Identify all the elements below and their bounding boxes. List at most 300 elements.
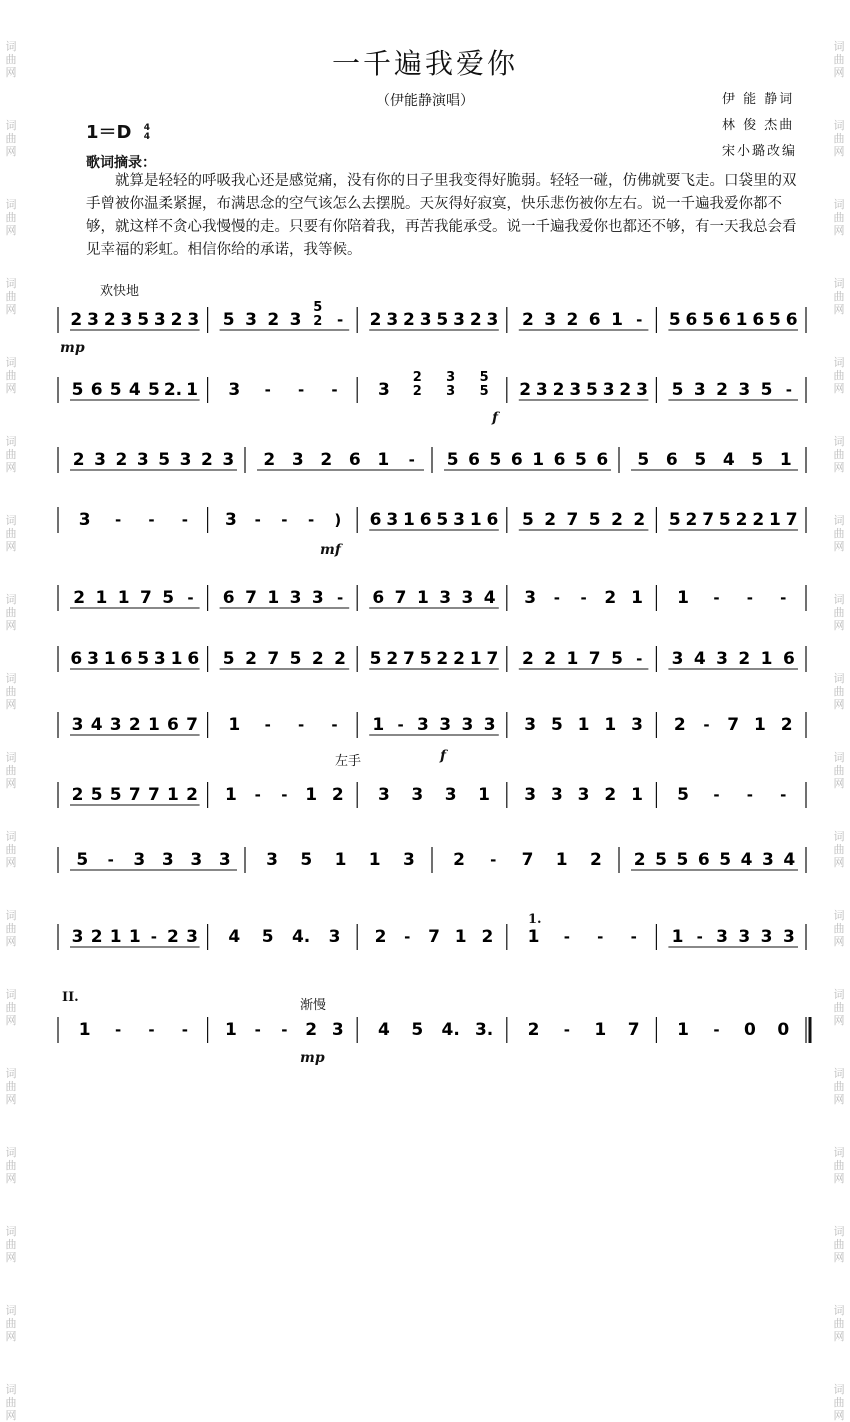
note: - (281, 511, 288, 529)
note: 1 (566, 649, 579, 669)
performer-note: （伊能静演唱） (376, 93, 474, 109)
note: ) (334, 511, 342, 529)
note: 7 (140, 588, 152, 608)
note: 6 (553, 450, 566, 470)
note: - (580, 589, 587, 607)
note: 6 (120, 649, 133, 669)
note: 3 (524, 588, 537, 608)
note: 2 (267, 310, 280, 330)
note: - (297, 381, 305, 399)
note: 2 (90, 927, 103, 947)
watermark-text: 词 曲 网 (833, 830, 845, 869)
note: 3 (377, 380, 390, 400)
note: 3 (453, 310, 465, 330)
note: 2 (469, 310, 482, 330)
note: 4 (783, 850, 796, 870)
watermark-text: 词 曲 网 (5, 435, 17, 474)
note: 2 (70, 310, 83, 330)
note: 5 (158, 450, 171, 470)
note: 3 (377, 785, 390, 805)
note: - (397, 716, 404, 734)
watermark-text: 词 曲 网 (833, 909, 845, 948)
note: 6 (752, 310, 765, 330)
note: 1 (78, 1020, 91, 1040)
note: 1 (677, 1020, 690, 1040)
note: 1 (594, 1020, 607, 1040)
note: - (254, 511, 261, 529)
note: 5 (300, 850, 313, 870)
note: 1 (779, 450, 792, 470)
note: - (597, 928, 604, 946)
note: 7 (627, 1020, 640, 1040)
note: 2 (780, 715, 793, 735)
note: - (563, 1021, 571, 1039)
note: 1 (167, 785, 179, 805)
note: - (331, 716, 338, 734)
lyrics-heading: 歌词摘录： (86, 155, 156, 171)
note: 3 (136, 450, 149, 470)
note: 3 (544, 310, 557, 330)
note: 3 (228, 380, 241, 400)
note: 3 (328, 927, 341, 947)
note: 3 (439, 715, 452, 735)
dynamic-f: f (492, 410, 499, 426)
note: 3 (524, 715, 537, 735)
watermark-text: 词 曲 网 (5, 830, 17, 869)
note: 3 (550, 785, 563, 805)
note: 3 (190, 850, 203, 870)
watermark-text: 词 曲 网 (833, 119, 845, 158)
note: 6 (665, 450, 678, 470)
note: 5 (90, 785, 103, 805)
note: 3 (245, 310, 257, 330)
note: 3 (225, 510, 237, 530)
note: 3 (291, 450, 304, 470)
note: 1 (753, 715, 766, 735)
note: 2 (633, 510, 646, 530)
note: 5 (369, 649, 382, 669)
watermark-text: 词 曲 网 (5, 356, 17, 395)
volta-first-ending: 1. (528, 912, 542, 927)
chord-note: 3 (446, 384, 456, 399)
watermark-text: 词 曲 网 (5, 1383, 17, 1422)
note: - (114, 1021, 122, 1039)
note: 2 (167, 927, 179, 947)
chord-note: 5 (313, 300, 323, 315)
watermark-text: 词 曲 网 (833, 1383, 845, 1422)
note: - (746, 786, 754, 804)
note: 4 (377, 1020, 390, 1040)
watermark-text: 词 曲 网 (5, 198, 17, 237)
note: 3 (524, 785, 537, 805)
note: - (336, 311, 344, 329)
watermark-text: 词 曲 网 (5, 514, 17, 553)
note: 3 (461, 588, 474, 608)
note: 3 (738, 380, 751, 400)
note: 2 (481, 927, 494, 947)
note: 5 (550, 715, 563, 735)
note: - (713, 1021, 720, 1039)
note: 7 (403, 649, 415, 669)
lyrics-text: 就算是轻轻的呼吸我心还是感觉痛，没有你的日子里我变得好脆弱。轻轻一碰，仿佛就要飞走。口袋里的双手曾被你温柔紧握，布满思念的空气该怎么去摆脱。天灰得好寂寞，快乐悲伤被你左右。说一千遍我爱你都不够，就这样不贪心我慢慢的走。只要有你陪着我，再苦我能承受。说一千遍我爱你也都还不够，有一天我总会看见幸福的彩虹。相信你给的承诺，我等候。 (86, 173, 797, 258)
note: 6 (167, 715, 179, 735)
note: 7 (186, 715, 198, 735)
note: 5 (222, 649, 235, 669)
watermark-text: 词 曲 网 (833, 988, 845, 1027)
note: 5 (76, 850, 89, 870)
note: 5 (261, 927, 274, 947)
note: 3 (411, 785, 424, 805)
note: 1 (103, 649, 116, 669)
note: 1 (334, 850, 347, 870)
note: 3 (109, 715, 122, 735)
note: - (281, 1021, 288, 1039)
note: 4 (128, 380, 141, 400)
note: 7 (428, 927, 440, 947)
note: 1 (527, 927, 540, 947)
note: 6 (782, 649, 795, 669)
note: - (713, 786, 720, 804)
watermark-text: 词 曲 网 (833, 672, 845, 711)
note: 2 (604, 785, 617, 805)
note: 3 (153, 310, 166, 330)
note: 6 (419, 510, 432, 530)
note: 3 (671, 649, 684, 669)
note: 5 (436, 510, 449, 530)
note: 3. (474, 1020, 494, 1040)
note: 7 (702, 510, 715, 530)
note: 1 (170, 649, 183, 669)
note: - (107, 851, 114, 869)
note: 2 (201, 450, 213, 470)
note: 2 (519, 380, 532, 400)
note: 2 (611, 510, 623, 530)
note: 4 (228, 927, 241, 947)
watermark-text: 词 曲 网 (833, 593, 845, 632)
note: 1 (555, 850, 568, 870)
note: 0 (743, 1020, 756, 1040)
note: 1 (228, 715, 241, 735)
note: 2. (163, 380, 183, 400)
watermark-text: 词 曲 网 (833, 1225, 845, 1264)
note: 7 (566, 510, 579, 530)
note: 5 (655, 850, 667, 870)
note: - (713, 589, 720, 607)
note: 3 (153, 649, 166, 669)
note: 3 (602, 380, 615, 400)
note: 3 (311, 588, 324, 608)
note: 6 (468, 450, 480, 470)
note: 5 (575, 450, 587, 470)
note: - (254, 786, 261, 804)
note: 6 (588, 310, 601, 330)
note: 2 (522, 649, 534, 669)
composer-credit: 林 俊 杰曲 (722, 118, 795, 133)
note: 7 (486, 649, 499, 669)
watermark-text: 词 曲 网 (833, 1067, 845, 1106)
note: 1 (109, 927, 122, 947)
watermark-text: 词 曲 网 (833, 435, 845, 474)
watermark-text: 词 曲 网 (833, 40, 845, 79)
note: 2 (72, 450, 85, 470)
watermark-text: 词 曲 网 (5, 751, 17, 790)
note: 1 (469, 510, 482, 530)
note: 2 (320, 450, 333, 470)
chord-note: 2 (412, 384, 422, 399)
note: 2 (453, 649, 465, 669)
dynamic-f-2: f (440, 748, 447, 764)
note: 5 (109, 380, 122, 400)
note: 2 (386, 649, 399, 669)
note: 2 (685, 510, 698, 530)
note: 3 (87, 649, 99, 669)
note: 5 (109, 785, 122, 805)
note: 1 (147, 715, 160, 735)
note: 2 (115, 450, 128, 470)
note: 3 (439, 588, 452, 608)
note: - (703, 716, 710, 734)
note: 3 (78, 510, 91, 530)
watermark-text: 词 曲 网 (833, 198, 845, 237)
note: 3 (71, 927, 84, 947)
note: - (148, 511, 155, 529)
note: 5 (676, 850, 689, 870)
note: 7 (394, 588, 407, 608)
note: 3 (693, 380, 706, 400)
watermark-text: 词 曲 网 (5, 909, 17, 948)
dynamic-mf: mf (320, 542, 341, 558)
note: - (308, 511, 315, 529)
note: 5 (718, 510, 731, 530)
note: 6 (90, 380, 103, 400)
note: 1 (225, 1020, 237, 1040)
note: 5 (586, 380, 598, 400)
note: 1 (677, 588, 690, 608)
note: 3 (760, 927, 773, 947)
note: 5 (769, 310, 781, 330)
note: 3 (716, 927, 728, 947)
note: 3 (535, 380, 548, 400)
note: - (780, 589, 787, 607)
watermark-text: 词 曲 网 (833, 277, 845, 316)
note: 7 (147, 785, 160, 805)
note: 2 (735, 510, 748, 530)
note: 2 (305, 1020, 318, 1040)
note: 1 (671, 927, 684, 947)
watermark-text: 词 曲 网 (5, 593, 17, 632)
note: 5 (162, 588, 175, 608)
watermark-text: 词 曲 网 (5, 277, 17, 316)
note: 7 (245, 588, 257, 608)
note: 2 (673, 715, 686, 735)
watermark-text: 词 曲 网 (5, 119, 17, 158)
chord-note: 3 (446, 370, 456, 385)
note: - (553, 589, 560, 607)
note: - (264, 716, 271, 734)
note: 5 (411, 1020, 424, 1040)
note: 5 (588, 510, 601, 530)
note: 6 (70, 649, 83, 669)
note: - (297, 716, 305, 734)
note: 6 (718, 310, 731, 330)
note: - (636, 650, 643, 668)
note: 2 (552, 380, 565, 400)
note: - (563, 928, 571, 946)
note: 3 (222, 450, 235, 470)
note: 5 (668, 510, 681, 530)
note: 5 (147, 380, 160, 400)
note: 3 (569, 380, 582, 400)
note: 5 (137, 310, 150, 330)
note: 2 (369, 310, 382, 330)
note: 3 (218, 850, 231, 870)
note: 4 (722, 450, 735, 470)
note: 3 (331, 1020, 344, 1040)
note: 2 (604, 588, 617, 608)
note: 1 (469, 649, 482, 669)
note: 2 (619, 380, 632, 400)
arranger-credit: 宋小璐改编 (722, 144, 798, 159)
time-signature-top: 4 (143, 123, 151, 133)
chord-note: 5 (479, 370, 489, 385)
note: 5 (489, 450, 502, 470)
watermark-text: 词 曲 网 (5, 672, 17, 711)
lyricist-credit: 伊 能 静词 (722, 92, 795, 107)
note: - (336, 589, 344, 607)
note: - (636, 311, 643, 329)
note: 1 (95, 588, 108, 608)
note: 5 (436, 310, 449, 330)
note: - (181, 1021, 189, 1039)
note: 3 (416, 715, 429, 735)
dynamic-mp: mp (60, 340, 85, 356)
watermark-text: 词 曲 网 (833, 1304, 845, 1343)
note: 6 (222, 588, 235, 608)
note: 3 (179, 450, 192, 470)
note: 1 (604, 715, 617, 735)
note: 2 (738, 649, 751, 669)
left-hand-marking: 左手 (335, 754, 362, 769)
note: 6 (685, 310, 698, 330)
note: 2 (331, 785, 344, 805)
note: 5 (446, 450, 459, 470)
note: 6 (486, 510, 499, 530)
note: - (490, 851, 497, 869)
note: 3 (187, 310, 200, 330)
note: 3 (133, 850, 146, 870)
note: 3 (631, 715, 643, 735)
note: 1 (532, 450, 545, 470)
note: - (404, 928, 411, 946)
note: 3 (289, 310, 302, 330)
note: 2 (752, 510, 765, 530)
note: 3 (483, 715, 496, 735)
watermark-text: 词 曲 网 (5, 1225, 17, 1264)
note: 1 (735, 310, 748, 330)
note: 2 (128, 715, 141, 735)
note: 1 (631, 588, 643, 608)
note: 5 (611, 649, 623, 669)
note: 1 (416, 588, 429, 608)
note: 1 (760, 649, 773, 669)
note: - (696, 928, 703, 946)
note: 5 (289, 649, 302, 669)
note: 6 (697, 850, 710, 870)
note: 3 (289, 588, 302, 608)
note: 3 (636, 380, 648, 400)
note: 3 (94, 450, 106, 470)
note: - (785, 381, 792, 399)
note: 1 (403, 510, 415, 530)
note: - (281, 786, 288, 804)
note: - (331, 381, 338, 399)
note: 5 (419, 649, 432, 669)
chord-note: 5 (479, 384, 489, 399)
note: 5 (719, 850, 732, 870)
note: 4 (693, 649, 706, 669)
ritardando-marking: 渐慢 (300, 998, 327, 1013)
note: 7 (128, 785, 141, 805)
note: 6 (369, 510, 382, 530)
note: 5 (694, 450, 707, 470)
note: - (780, 786, 787, 804)
watermark-text: 词 曲 网 (5, 1067, 17, 1106)
note: 6 (372, 588, 385, 608)
watermark-text: 词 曲 网 (833, 356, 845, 395)
note: - (150, 928, 158, 946)
note: 3 (402, 850, 415, 870)
note: 7 (785, 510, 798, 530)
note: 2 (522, 310, 534, 330)
note: 5 (702, 310, 715, 330)
note: 6 (348, 450, 361, 470)
note: 2 (71, 785, 84, 805)
watermark-text: 词 曲 网 (833, 1146, 845, 1185)
note: 2 (73, 588, 86, 608)
note: 5 (668, 310, 681, 330)
note: 4. (441, 1020, 460, 1040)
note: 3 (444, 785, 457, 805)
song-title: 一千遍我爱你 (331, 47, 518, 80)
watermark-text: 词 曲 网 (5, 1304, 17, 1343)
note: 1 (377, 450, 390, 470)
volta-second-ending: II. (62, 990, 79, 1005)
note: 1 (225, 785, 237, 805)
note: 2 (263, 450, 276, 470)
note: 2 (633, 850, 646, 870)
note: 3 (386, 510, 399, 530)
note: - (630, 928, 637, 946)
note: 5 (760, 380, 773, 400)
note: 1 (128, 927, 141, 947)
note: 3 (738, 927, 751, 947)
note: 3 (782, 927, 795, 947)
note: 2 (527, 1020, 540, 1040)
note: 7 (267, 649, 280, 669)
note: 1 (577, 715, 590, 735)
note: 1 (267, 588, 280, 608)
note: 5 (137, 649, 150, 669)
note: 1 (305, 785, 318, 805)
dynamic-mp-2: mp (300, 1050, 325, 1066)
note: 6 (510, 450, 523, 470)
note: 3 (186, 927, 198, 947)
note: 7 (727, 715, 740, 735)
note: 2 (374, 927, 387, 947)
note: - (746, 589, 754, 607)
key-label: 1＝D (86, 122, 132, 143)
note: 0 (777, 1020, 790, 1040)
